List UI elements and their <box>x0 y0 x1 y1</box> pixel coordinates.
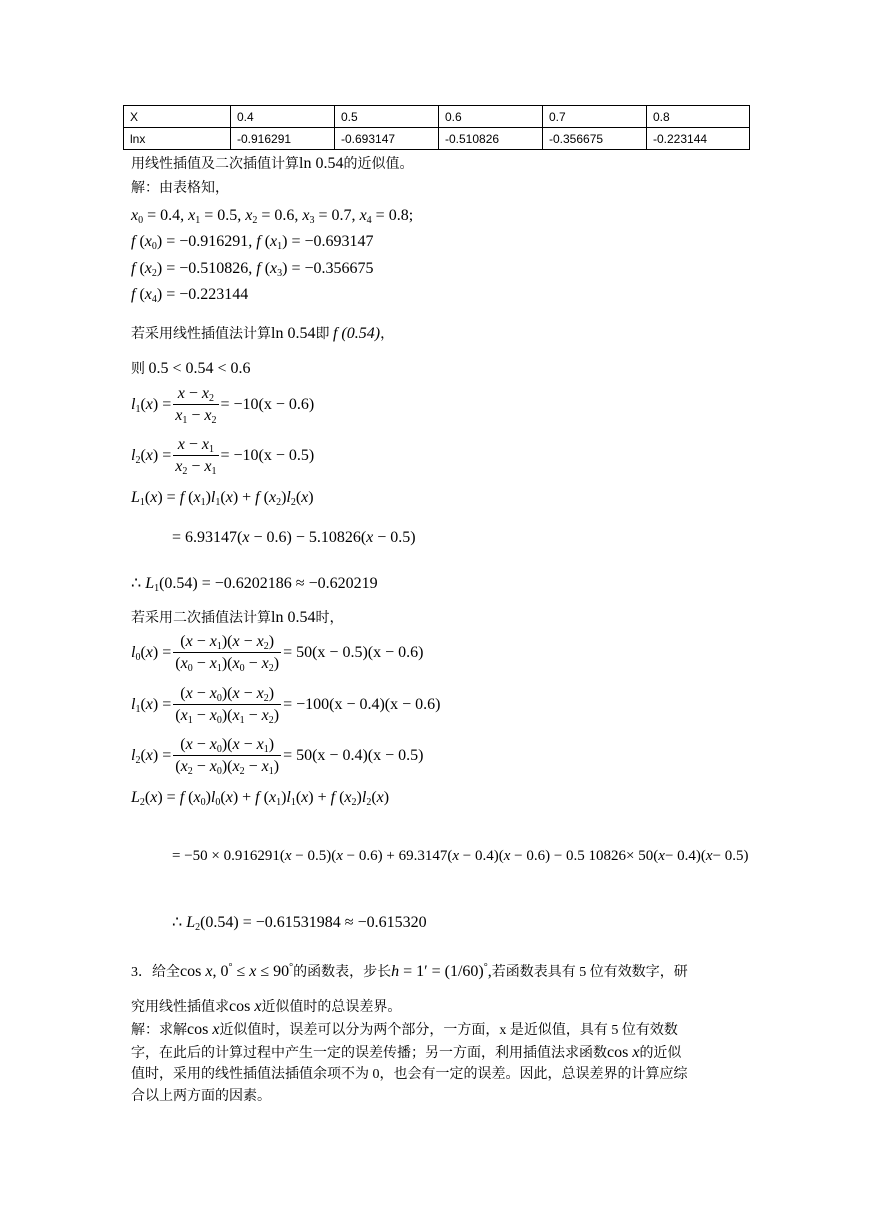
function-values-01: f $(x_0) = -0.916291$, f $(x_1) = -0.693147$ <box>131 233 374 252</box>
table-cell: 0.4 <box>231 106 335 128</box>
table-cell: 0.5 <box>335 106 439 128</box>
quadratic-basis-l0: $l_0(x)$ = $\frac{(x - x_1)(x - x_2)}{(x_0 - x_1)(x_0 - x_2)}$ = 50(x − 0.5)(x − 0.6) <box>131 633 424 674</box>
interval-statement: 则 0.5 < 0.54 < 0.6 <box>131 360 251 377</box>
table-cell: 0.8 <box>647 106 750 128</box>
function-values-23: f $(x_2) = -0.510826$, f $(x_3) = -0.356675$ <box>131 260 374 279</box>
solution-3-line-3: 值时，采用的线性插值法插值余项不为 0，也会有一定的误差。因此，总误差界的计算应综 <box>131 1067 688 1082</box>
solution-3-line-2: 字，在此后的计算过程中产生一定的误差传播；另一方面，利用插值法求函数cos x的近似 <box>131 1044 682 1061</box>
quadratic-interpolant-expansion: = −50 × 0.916291(x − 0.5)(x − 0.6) + 69.3147(x − 0.4)(x − 0.6) − 0.5 10826× 50(x− 0.4)(x− 0.5) <box>172 848 749 864</box>
table-cell: 0.6 <box>439 106 543 128</box>
table-cell: lnx <box>124 128 231 150</box>
linear-intro: 若采用线性插值法计算ln 0.54即 f (0.54)， <box>131 325 395 342</box>
table-cell: -0.510826 <box>439 128 543 150</box>
quadratic-intro: 若采用二次插值法计算ln 0.54时， <box>131 609 344 626</box>
quadratic-result: ∴ $L_2(0.54) = -0.61531984 \approx -0.615320$ <box>172 914 427 933</box>
problem-statement: 用线性插值及二次插值计算ln 0.54的近似值。 <box>131 155 414 172</box>
ln-value-table <box>123 105 750 150</box>
solution-3-line-1: 解：求解cos x近似值时，误差可以分为两个部分，一方面，x 是近似值，具有 5 位有效数 <box>131 1021 678 1038</box>
linear-result: ∴ $L_1(0.54) = -0.6202186 \approx -0.620219$ <box>131 575 378 594</box>
table-row <box>124 106 750 128</box>
linear-basis-l1: $l_1(x)$ = $\frac{x - x_2}{x_1 - x_2}$ = −10(x − 0.6) <box>131 385 315 426</box>
linear-basis-l2: $l_2(x)$ = $\frac{x - x_1}{x_2 - x_1}$ = −10(x − 0.5) <box>131 436 315 477</box>
table-cell: 0.7 <box>543 106 647 128</box>
table-cell: -0.693147 <box>335 128 439 150</box>
table-cell: -0.223144 <box>647 128 750 150</box>
function-value-4: f $(x_4) = -0.223144$ <box>131 286 249 305</box>
table-cell: -0.356675 <box>543 128 647 150</box>
table-row <box>124 128 750 150</box>
nodes-equation: $x_0 = 0.4$, $x_1 = 0.5$, $x_2 = 0.6$, $x_3 = 0.7$, $x_4 = 0.8$; <box>131 207 414 226</box>
table-cell: X <box>124 106 231 128</box>
question-3-line-2: 究用线性插值求cos x近似值时的总误差界。 <box>131 998 402 1015</box>
question-3-line-1: 3．给全cos x, 0° ≤ x ≤ 90°的函数表，步长h = 1′ = (1/60)°,若函数表具有 5 位有效数字，研 <box>131 962 688 980</box>
table-cell: -0.916291 <box>231 128 335 150</box>
linear-interpolant-expansion: = 6.93147(x − 0.6) − 5.10826(x − 0.5) <box>172 529 416 546</box>
quadratic-interpolant-definition: $L_2(x) = f$ $(x_0)l_0(x) + f$ $(x_1)l_1(x) + f$ $(x_2)l_2(x)$ <box>131 789 390 808</box>
quadratic-basis-l1: $l_1(x)$ = $\frac{(x - x_0)(x - x_2)}{(x_1 - x_0)(x_1 - x_2)}$ = −100(x − 0.4)(x − 0.6) <box>131 685 441 726</box>
solution-3-line-4: 合以上两方面的因素。 <box>131 1089 271 1104</box>
quadratic-basis-l2: $l_2(x)$ = $\frac{(x - x_0)(x - x_1)}{(x_2 - x_0)(x_2 - x_1)}$ = 50(x − 0.4)(x − 0.5) <box>131 736 424 777</box>
linear-interpolant-definition: $L_1(x) = f$ $(x_1)l_1(x) + f$ $(x_2)l_2(x)$ <box>131 489 314 508</box>
solution-intro: 解：由表格知， <box>131 181 229 196</box>
